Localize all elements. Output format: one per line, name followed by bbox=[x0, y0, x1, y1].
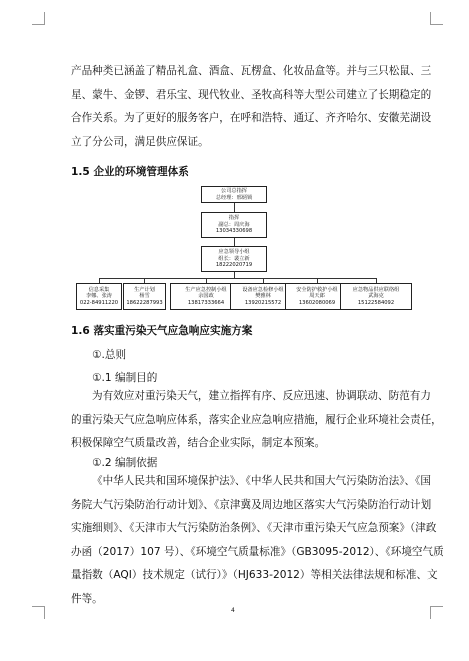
crop-mark-bottom-right bbox=[430, 606, 443, 619]
purpose-line: 积极保障空气质量改善，结合企业实际，制定本预案。 bbox=[71, 437, 326, 449]
org-box-text: 022-84911220 bbox=[79, 299, 119, 306]
org-box-text: 13817333664 bbox=[187, 299, 225, 306]
org-box-text: 樊雅林 bbox=[255, 293, 271, 300]
org-box-text: 15122584092 bbox=[357, 299, 395, 306]
org-box-text: 13920215572 bbox=[244, 299, 282, 306]
org-box-text: 指挥 bbox=[228, 215, 240, 222]
org-box-text: 应急领导小组 bbox=[218, 249, 250, 256]
connector-line bbox=[234, 202, 235, 212]
intro-line: 产品种类已涵盖了精品礼盒、酒盒、瓦楞盒、化妆品盒等。并与三只松鼠、三 bbox=[71, 65, 432, 77]
org-box-info-collection bbox=[76, 283, 122, 310]
org-box-text: 设备应急检修小组 bbox=[242, 286, 284, 293]
section-heading-1-6: 1.6 落实重污染天气应急响应实施方案 bbox=[71, 325, 253, 337]
subheading-purpose: ①.1 编制目的 bbox=[92, 372, 158, 384]
org-box-text: 13034330698 bbox=[215, 228, 253, 235]
org-box-text: 组长：裴立新 bbox=[218, 255, 250, 262]
intro-line: 合作关系。为了更好的服务客户，在呼和浩特、通辽、齐齐哈尔、安徽芜湖设 bbox=[71, 112, 432, 124]
org-box-text: 杨雪 bbox=[139, 293, 150, 300]
org-box-text: 李娜、张涛 bbox=[86, 293, 112, 300]
org-box-text: 生产应急控制小组 bbox=[185, 286, 227, 293]
connector-line bbox=[99, 278, 376, 279]
subheading-basis: ①.2 编制依据 bbox=[92, 457, 158, 469]
org-box-text: 周天郎 bbox=[309, 293, 325, 300]
org-box-text: 武海克 bbox=[368, 293, 384, 300]
org-box-production-planning bbox=[123, 283, 166, 310]
crop-mark-top-left bbox=[32, 12, 45, 25]
org-box-supplies-liaison bbox=[340, 283, 412, 310]
basis-line: 件等。 bbox=[71, 592, 103, 605]
subheading-general: ①.总则 bbox=[92, 349, 127, 361]
org-box-text: 余国政 bbox=[198, 293, 214, 300]
basis-line: 《中华人民共和国环境保护法》、《中华人民共和国大气污染防治法》、《国 bbox=[92, 475, 431, 487]
org-box-text: 应急物品供应联络组 bbox=[352, 286, 400, 293]
basis-line: 实施细则》、《天津市大气污染防治条例》、《天津市重污染天气应急预案》（津政 bbox=[71, 522, 437, 534]
org-box-leadership-group bbox=[201, 246, 267, 272]
org-box-text: 副总：周庆海 bbox=[218, 221, 250, 228]
basis-paragraph bbox=[71, 470, 444, 611]
intro-paragraph bbox=[71, 60, 432, 154]
org-box-text: 生产计划 bbox=[134, 286, 155, 293]
page-number: 4 bbox=[231, 607, 235, 614]
org-box-text: 安全防护救护小组 bbox=[296, 286, 338, 293]
intro-line: 星、蒙牛、金锣、君乐宝、现代牧业、圣牧高科等大型公司建立了长期稳定的 bbox=[71, 88, 432, 101]
basis-line: 务院大气污染防治行动计划》、《京津冀及周边地区落实大气污染防治行动计划 bbox=[71, 498, 432, 511]
org-box-text: 公司总指挥 bbox=[221, 188, 247, 194]
basis-line: 办函（2017）107 号）、《环境空气质量标准》（GB3095-2012）、《环境空气质 bbox=[71, 545, 444, 558]
org-box-commander bbox=[201, 212, 267, 238]
org-box-text: 信息采集 bbox=[88, 286, 110, 293]
purpose-line: 为有效应对重污染天气，建立指挥有序、反应迅速、协调联动、防范有力 bbox=[92, 390, 431, 402]
purpose-paragraph bbox=[71, 385, 442, 456]
intro-line: 立了分公司，满足供应保证。 bbox=[71, 135, 209, 148]
purpose-line: 的重污染天气应急响应体系，落实企业应急响应措施，履行企业环境社会责任， bbox=[71, 413, 442, 426]
basis-line: 量指数（AQI）技术规定（试行）》（HJ633-2012）等相关法律法规和标准、文 bbox=[71, 569, 438, 581]
org-box-text: 18622287993 bbox=[126, 299, 163, 306]
org-box-text: 13602080069 bbox=[298, 299, 336, 306]
org-box-text: 18222020719 bbox=[215, 262, 253, 269]
section-heading-1-5: 1.5 企业的环境管理体系 bbox=[71, 166, 189, 178]
org-box-general-commander bbox=[201, 186, 267, 203]
org-box-text: 总经理：邢炳锁 bbox=[215, 194, 253, 201]
connector-line bbox=[234, 238, 235, 246]
crop-mark-bottom-left bbox=[32, 606, 45, 619]
crop-mark-top-right bbox=[430, 12, 443, 25]
